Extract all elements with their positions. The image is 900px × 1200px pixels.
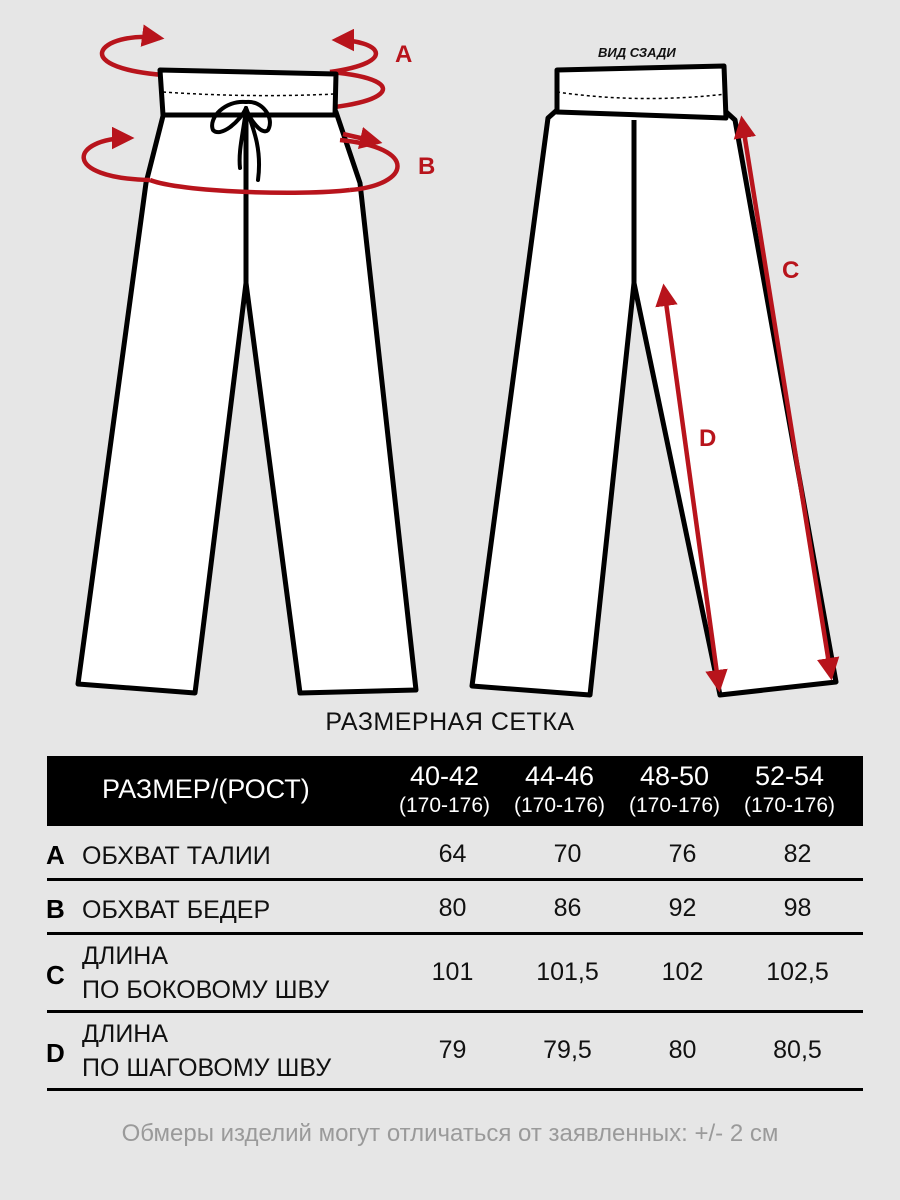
table-cell: 80,5 <box>773 1036 822 1064</box>
row-label: ДЛИНА <box>82 1020 169 1048</box>
row-letter: B <box>46 894 65 924</box>
row-label: ОБХВАТ ТАЛИИ <box>82 842 271 870</box>
row-divider <box>47 878 863 881</box>
back-view-label: ВИД СЗАДИ <box>598 45 676 60</box>
table-cell: 80 <box>438 894 467 922</box>
table-cell: 64 <box>438 840 467 868</box>
table-cell: 102,5 <box>766 958 829 986</box>
hip-circumference-arrow <box>84 138 150 180</box>
column-header <box>617 760 732 820</box>
header-size-height-label: РАЗМЕР/(РОСТ) <box>102 774 310 804</box>
table-cell: 101 <box>431 958 474 986</box>
column-size: 44-46 <box>524 761 595 791</box>
row-divider <box>47 1088 863 1091</box>
table-cell: 82 <box>783 840 812 868</box>
column-height: (170-176) <box>743 794 836 817</box>
table-row <box>0 886 900 938</box>
row-divider <box>47 1010 863 1013</box>
column-header <box>502 760 617 820</box>
back-view-pants <box>472 45 836 695</box>
row-divider <box>47 932 863 935</box>
row-label: ОБХВАТ БЕДЕР <box>82 896 271 924</box>
table-row <box>0 940 900 1010</box>
table-row <box>0 832 900 884</box>
front-view-pants <box>78 37 435 693</box>
table-cell: 92 <box>668 894 697 922</box>
column-height: (170-176) <box>513 794 606 817</box>
column-size: 52-54 <box>754 761 825 791</box>
table-cell: 76 <box>668 840 697 868</box>
column-height: (170-176) <box>398 794 491 817</box>
table-cell: 101,5 <box>536 958 599 986</box>
measurement-tolerance-note: Обмеры изделий могут отличаться от заявленных: +/- 2 см <box>121 1120 779 1147</box>
marker-b-label: B <box>418 153 436 180</box>
table-cell: 79,5 <box>543 1036 592 1064</box>
column-header <box>732 760 847 820</box>
table-cell: 80 <box>668 1036 697 1064</box>
table-cell: 102 <box>661 958 704 986</box>
size-chart-title: РАЗМЕРНАЯ СЕТКА <box>325 708 575 736</box>
row-label-line2: ПО ШАГОВОМУ ШВУ <box>82 1054 332 1082</box>
table-row <box>0 1018 900 1088</box>
table-cell: 79 <box>438 1036 467 1064</box>
row-label: ДЛИНА <box>82 942 169 970</box>
marker-a-label: A <box>395 41 413 68</box>
column-header <box>387 760 502 820</box>
column-size: 40-42 <box>409 761 480 791</box>
row-label-line2: ПО БОКОВОМУ ШВУ <box>82 976 330 1004</box>
marker-d-label: D <box>699 425 717 452</box>
column-height: (170-176) <box>628 794 721 817</box>
table-header <box>47 756 863 826</box>
table-cell: 86 <box>553 894 582 922</box>
row-letter: D <box>46 1038 65 1068</box>
table-cell: 98 <box>783 894 812 922</box>
row-letter: C <box>46 960 65 990</box>
row-letter: A <box>46 840 65 870</box>
marker-c-label: C <box>782 257 800 284</box>
table-cell: 70 <box>553 840 582 868</box>
column-size: 48-50 <box>639 761 710 791</box>
